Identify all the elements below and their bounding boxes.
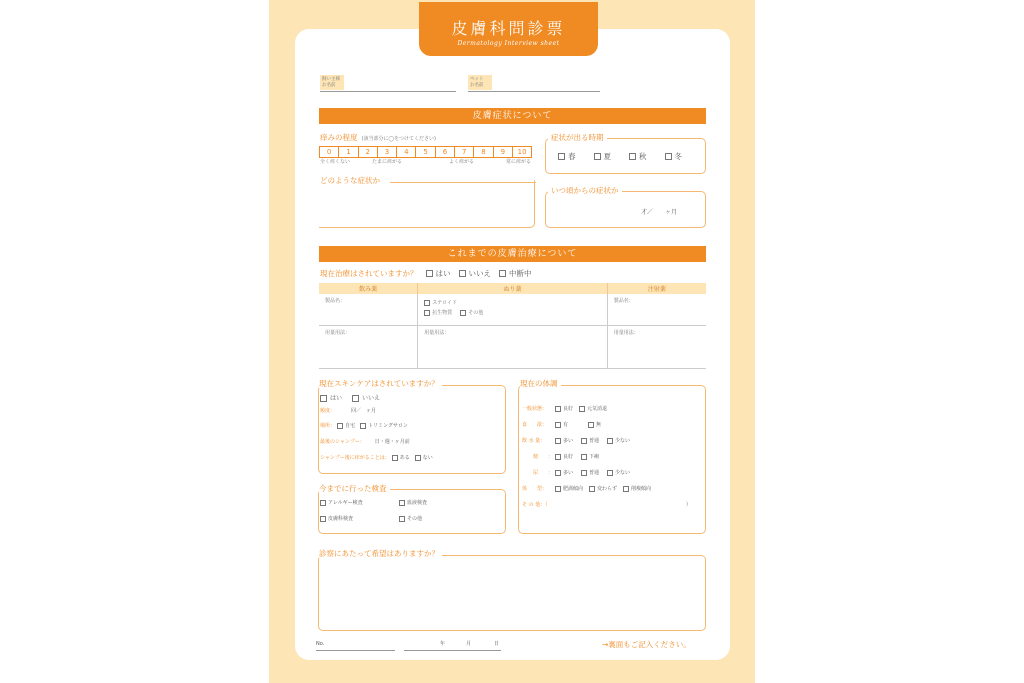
date-year: 年 (440, 641, 446, 647)
body-obese-label: 肥満傾向 (563, 485, 584, 492)
place-home-label: 自宅 (345, 422, 356, 429)
place-home-checkbox[interactable] (337, 423, 343, 429)
oral-product-label: 製品名： (325, 298, 346, 304)
appetite-yes-label: 有 (563, 421, 569, 428)
season-winter-checkbox[interactable] (665, 153, 672, 160)
scale-1[interactable]: 1 (339, 146, 358, 158)
skincare-title: 現在スキンケアはされていますか？ (319, 380, 442, 388)
itch-scale (319, 146, 532, 158)
topical-other-checkbox[interactable] (460, 310, 466, 316)
body-label: 体 型： (522, 485, 548, 492)
other-test-checkbox[interactable] (399, 516, 405, 522)
date-field[interactable] (404, 650, 501, 651)
season-options (558, 153, 682, 161)
treatment-paused-checkbox[interactable] (499, 270, 506, 277)
place-label: 場所： (320, 422, 336, 429)
body-thin-label: 削痩傾向 (631, 485, 652, 492)
season-title: 症状が出る時期 (548, 134, 607, 142)
section-band-treatment: これまでの皮膚治療について (319, 246, 706, 262)
water-normal-checkbox[interactable] (581, 438, 587, 444)
wishes-title: 診察にあたって希望はありますか？ (319, 550, 442, 558)
stool-diarrhea-checkbox[interactable] (581, 454, 587, 460)
steroid-checkbox[interactable] (424, 300, 430, 306)
scale-5[interactable]: 5 (416, 146, 435, 158)
blood-test-label: 血液検査 (407, 499, 428, 506)
form-number-label: No. (316, 641, 325, 647)
tests-row-2 (320, 516, 422, 522)
skincare-no-label: いいえ (362, 394, 381, 402)
after-yes-label: ある (399, 454, 410, 461)
water-normal-label: 普通 (589, 437, 600, 444)
symptom-box[interactable] (319, 180, 535, 228)
blood-test-checkbox[interactable] (399, 500, 405, 506)
symptom-title-rule (390, 182, 536, 183)
last-shampoo-label: 最後のシャンプー： (320, 439, 365, 445)
condition-row-appetite (522, 422, 601, 428)
body-thin-checkbox[interactable] (623, 486, 629, 492)
after-shampoo-label: シャンプー後に痒がることは： (320, 454, 390, 461)
derm-test-label: 皮膚科検査 (328, 515, 354, 522)
appetite-no-checkbox[interactable] (588, 422, 594, 428)
body-same-label: 変わらず (597, 485, 618, 492)
symptom-title: どのような症状か (320, 177, 383, 185)
scale-7[interactable]: 7 (455, 146, 474, 158)
col-injection: 注射薬 (607, 283, 706, 294)
condition-row-urine (522, 470, 630, 476)
after-no-label: ない (422, 454, 433, 461)
general-label: 一般状態： (522, 405, 548, 412)
tests-box (318, 489, 506, 534)
condition-row-stool (522, 454, 599, 460)
back-side-note: →裏面もご記入ください。 (602, 640, 691, 649)
season-summer-label: 夏 (603, 152, 611, 161)
antibiotic-label: 抗生物質 (432, 310, 453, 316)
other-label: そ の 他：（ (522, 502, 548, 508)
steroid-label: ステロイド (432, 300, 457, 306)
freq-label: 頻度： (320, 408, 336, 414)
topical-usage-cell[interactable] (418, 325, 608, 368)
general-weak-checkbox[interactable] (579, 406, 585, 412)
appetite-label: 食 欲： (522, 421, 548, 428)
season-spring-checkbox[interactable] (558, 153, 565, 160)
page-subtitle: Dermatology Interview sheet (457, 40, 560, 47)
antibiotic-checkbox[interactable] (424, 310, 430, 316)
urine-little-label: 少ない (615, 469, 631, 476)
after-no-checkbox[interactable] (415, 455, 421, 461)
water-much-label: 多い (563, 437, 574, 444)
condition-title: 現在の体調 (520, 380, 561, 388)
form-number-field[interactable] (316, 650, 395, 651)
title-tab (419, 2, 598, 56)
treatment-yes-checkbox[interactable] (426, 270, 433, 277)
injection-product-cell[interactable] (607, 294, 706, 325)
topical-other-label: その他 (468, 310, 484, 316)
skincare-no-checkbox[interactable] (352, 395, 359, 402)
stool-label: 便 ： (532, 453, 553, 460)
injection-product-label: 製品名： (613, 298, 634, 304)
last-shampoo-row (320, 440, 410, 445)
water-label: 飲 水 量： (522, 437, 546, 444)
water-much-checkbox[interactable] (555, 438, 561, 444)
urine-label: 尿 ： (532, 469, 553, 476)
scale-10[interactable]: 10 (513, 146, 532, 158)
general-weak-label: 元気消退 (587, 405, 608, 412)
urine-normal-checkbox[interactable] (581, 470, 587, 476)
season-spring-label: 春 (568, 152, 576, 161)
general-good-label: 良好 (563, 405, 574, 412)
freq-row (320, 409, 376, 414)
scale-0[interactable]: 0 (320, 146, 339, 158)
season-autumn-checkbox[interactable] (629, 153, 636, 160)
col-oral: 飲み薬 (319, 283, 418, 294)
last-shampoo-value: 日・週・ヶ月前 (374, 439, 410, 445)
after-yes-checkbox[interactable] (392, 455, 398, 461)
owner-name-field[interactable] (320, 91, 456, 92)
season-winter-label: 冬 (674, 152, 682, 161)
place-salon-label: トリミングサロン (368, 422, 408, 429)
topical-usage-label: 用量用法： (424, 329, 450, 336)
after-shampoo-row (320, 455, 433, 461)
injection-usage-label: 用量用法： (613, 329, 639, 336)
urine-much-label: 多い (563, 469, 574, 476)
wishes-box[interactable] (318, 555, 706, 631)
place-salon-checkbox[interactable] (360, 423, 366, 429)
scale-label-2: よく痒がる (449, 159, 475, 165)
pet-name-field[interactable] (468, 91, 600, 92)
scale-2[interactable]: 2 (359, 146, 378, 158)
appetite-no-label: 無 (596, 421, 602, 428)
urine-normal-label: 普通 (589, 469, 600, 476)
treatment-yes-label: はい (435, 269, 451, 278)
treatment-no-checkbox[interactable] (459, 270, 466, 277)
skincare-yes-label: はい (330, 394, 343, 402)
oral-usage-label: 用量用法： (325, 329, 351, 336)
urine-little-checkbox[interactable] (607, 470, 613, 476)
date-month: 月 (466, 641, 472, 647)
condition-row-other (522, 503, 548, 508)
other-close: ） (686, 502, 692, 508)
derm-test-checkbox[interactable] (320, 516, 326, 522)
tests-title: 今までに行った検査 (319, 485, 390, 493)
section-band-skin: 皮膚症状について (319, 108, 706, 124)
scale-9[interactable]: 9 (494, 146, 513, 158)
scale-3[interactable]: 3 (378, 146, 397, 158)
appetite-yes-checkbox[interactable] (555, 422, 561, 428)
medication-table (319, 283, 706, 369)
allergy-test-checkbox[interactable] (320, 500, 326, 506)
condition-row-water (522, 438, 630, 444)
col-topical: ぬり薬 (418, 283, 608, 294)
owner-name-label: 飼い主様 お名前 (320, 75, 344, 90)
page-title: 皮膚科問診票 (451, 19, 566, 38)
pet-name-label: ペット お名前 (468, 75, 492, 90)
allergy-test-label: アレルギー検査 (328, 499, 363, 506)
scale-label-0: 全く痒くない (320, 159, 351, 165)
water-little-checkbox[interactable] (607, 438, 613, 444)
tests-row-1 (320, 500, 427, 506)
date-day: 日 (494, 641, 500, 647)
stool-good-label: 良好 (563, 453, 574, 460)
since-box[interactable] (545, 191, 706, 228)
scale-6[interactable]: 6 (436, 146, 455, 158)
skincare-yes-checkbox[interactable] (320, 395, 327, 402)
season-summer-checkbox[interactable] (594, 153, 601, 160)
itch-title: 痒みの程度 (該当部分に◯をつけてください) (320, 133, 436, 142)
skincare-options (320, 395, 380, 402)
body-obese-checkbox[interactable] (555, 486, 561, 492)
treatment-no-label: いいえ (468, 269, 491, 278)
treatment-paused-label: 中断中 (509, 269, 532, 278)
stool-diarrhea-label: 下痢 (589, 453, 600, 460)
general-good-checkbox[interactable] (555, 406, 561, 412)
scale-label-3: 常に痒がる (506, 159, 532, 165)
treatment-question: 現在治療はされていますか？ (320, 269, 418, 278)
other-test-label: その他 (407, 515, 423, 522)
scale-8[interactable]: 8 (474, 146, 493, 158)
freq-value: 回／ ヶ月 (351, 408, 377, 414)
scale-4[interactable]: 4 (397, 146, 416, 158)
condition-row-general (522, 406, 607, 412)
injection-usage-cell[interactable] (607, 325, 706, 368)
since-title: いつ頃からの症状か (548, 187, 622, 195)
oral-product-cell[interactable] (319, 294, 418, 325)
since-value: 才／ ヶ月 (641, 209, 678, 216)
water-little-label: 少ない (615, 437, 631, 444)
treatment-question-row (320, 270, 532, 278)
urine-much-checkbox[interactable] (555, 470, 561, 476)
place-row (320, 423, 408, 429)
topical-options-cell (418, 294, 608, 325)
body-same-checkbox[interactable] (589, 486, 595, 492)
season-autumn-label: 秋 (639, 152, 647, 161)
condition-row-body (522, 486, 651, 492)
scale-label-1: たまに痒がる (372, 159, 403, 165)
stool-good-checkbox[interactable] (555, 454, 561, 460)
oral-usage-cell[interactable] (319, 325, 418, 368)
